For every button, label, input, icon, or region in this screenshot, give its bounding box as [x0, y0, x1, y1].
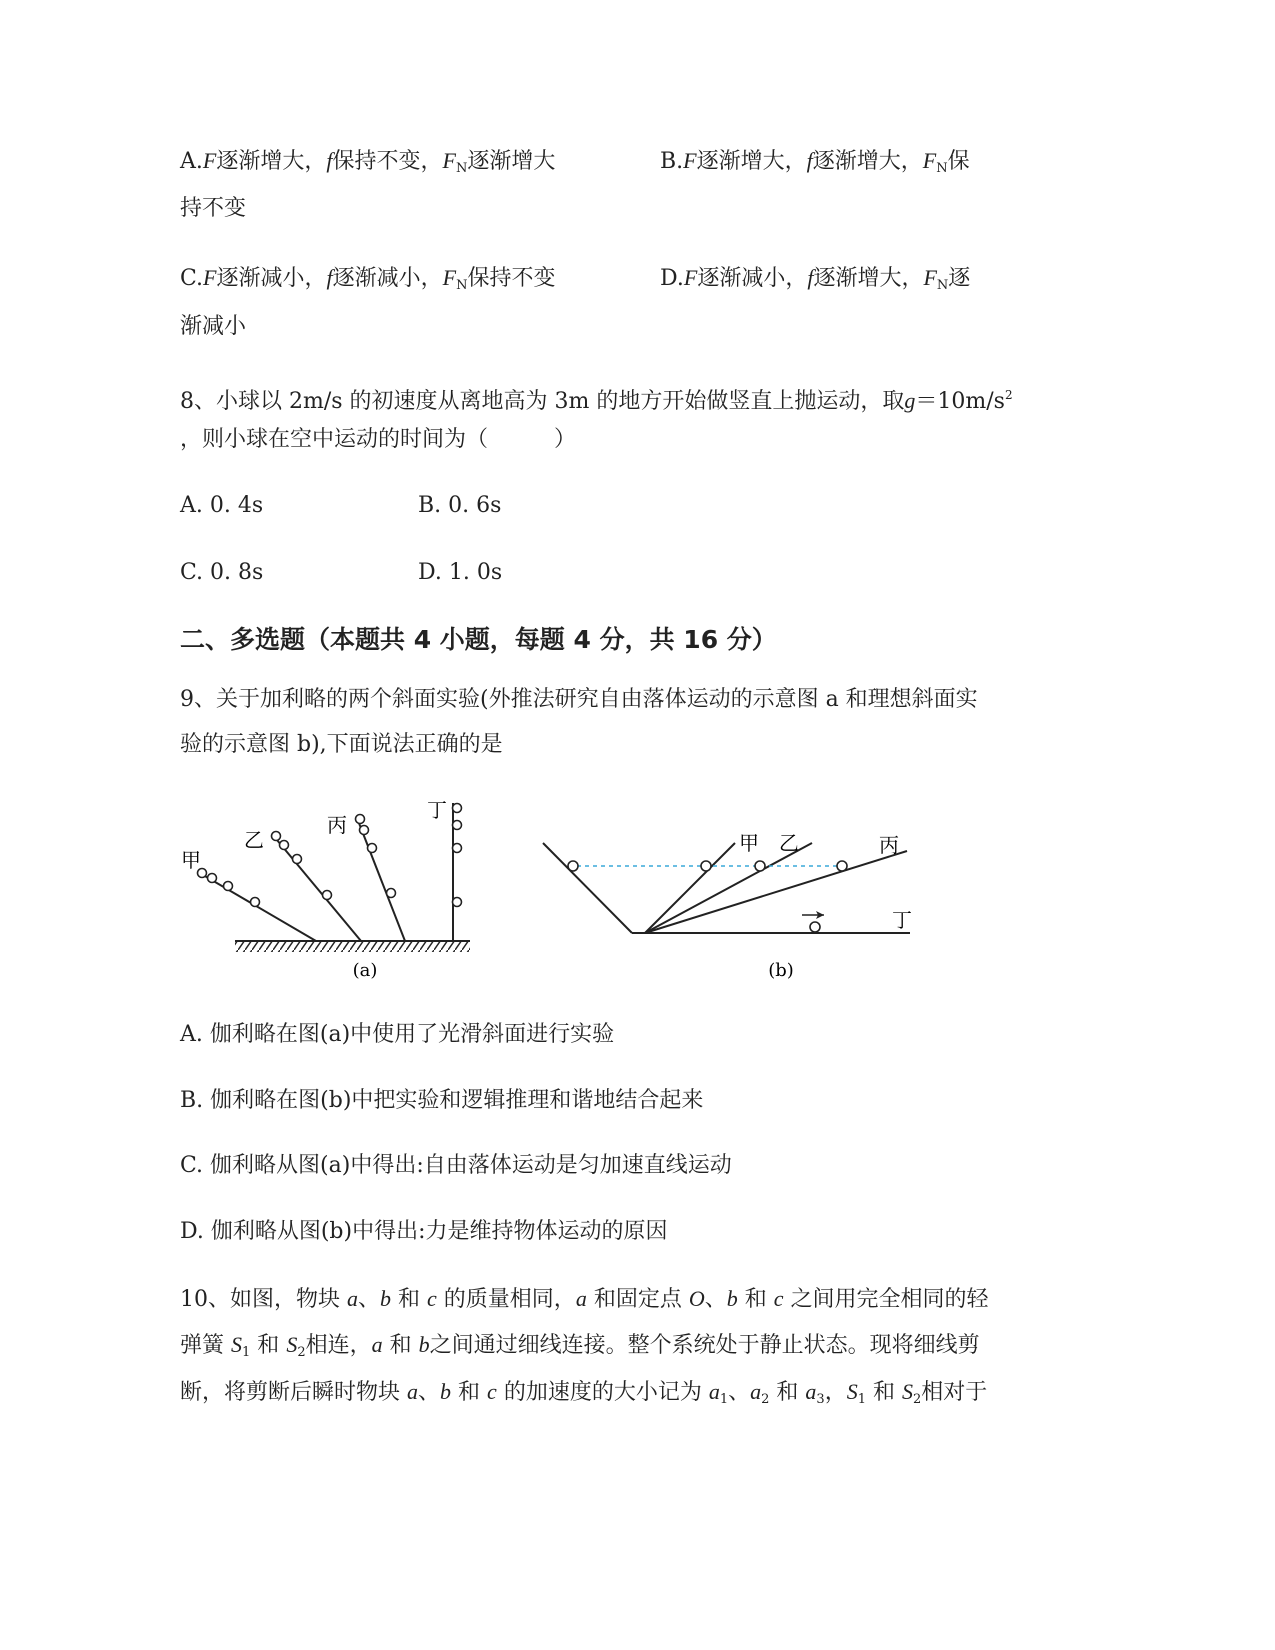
ball — [368, 844, 377, 853]
q7-option-d: D.F逐渐减小，f逐渐增大，$F_N$逐 — [660, 265, 971, 293]
q9-option-c: C. 伽利略从图(a)中得出:自由落体运动是匀加速直线运动 — [180, 1153, 732, 1178]
label-ding: 丁 — [427, 798, 447, 822]
q7-option-b-continued: 持不变 — [180, 196, 247, 221]
q10-stem-line3: 断，将剪断后瞬时物块 a、b 和 c 的加速度的大小记为 $a_1$、$a_2$ 和 $a_3$，$S_1$ 和 $S_2$相对于 — [180, 1379, 988, 1407]
ball — [453, 804, 462, 813]
arrow-right-icon — [802, 911, 824, 919]
q8-option-d: D. 1. 0s — [418, 560, 503, 585]
ball — [453, 898, 462, 907]
figure-a — [170, 790, 490, 990]
q7-option-b: B.F逐渐增大，f逐渐增大，$F_N$保 — [660, 148, 970, 176]
q7-option-d-continued: 渐减小 — [180, 314, 247, 339]
ball — [837, 861, 847, 871]
section-heading: 二、多选题（本题共 4 小题，每题 4 分，共 16 分） — [180, 625, 777, 654]
q10-stem-line1: 10、如图，物块 a、b 和 c 的质量相同，a 和固定点 O、b 和 c 之间用完全相同的轻 — [180, 1286, 989, 1312]
ball — [293, 855, 302, 864]
q8-stem-line2: ，则小球在空中运动的时间为（ ） — [180, 427, 577, 452]
q8-option-c: C. 0. 8s — [180, 560, 264, 585]
ball — [810, 922, 820, 932]
q9-stem: 9、关于加利略的两个斜面实验(外推法研究自由落体运动的示意图 a 和理想斜面实 — [180, 687, 978, 712]
q7-option-a: A.F逐渐增大，f保持不变，$F_N$逐渐增大 — [180, 148, 556, 176]
q9-stem-line2: 验的示意图 b),下面说法正确的是 — [180, 732, 503, 757]
ball — [272, 832, 281, 841]
ball — [280, 841, 289, 850]
caption-a: (a) — [352, 960, 378, 981]
label-yi: 乙 — [779, 831, 799, 855]
label-ding: 丁 — [892, 908, 912, 932]
ball — [755, 861, 765, 871]
q8-option-a: A. 0. 4s — [180, 493, 264, 518]
q8-option-b: B. 0. 6s — [418, 493, 502, 518]
left-slope — [543, 843, 632, 933]
q7-option-c: C.F逐渐减小，f逐渐减小，$F_N$保持不变 — [180, 265, 556, 293]
ground-hatching — [235, 942, 470, 952]
label-jia: 甲 — [181, 848, 201, 872]
q10-stem-line2: 弹簧 $S_1$ 和 $S_2$相连，a 和 b之间通过细线连接。整个系统处于静止状态。现将细线剪 — [180, 1332, 980, 1360]
incline-bing — [357, 818, 405, 941]
ball — [224, 882, 233, 891]
ball — [360, 826, 369, 835]
label-jia: 甲 — [739, 831, 759, 855]
ball — [701, 861, 711, 871]
ball — [453, 844, 462, 853]
ball — [356, 815, 365, 824]
figure-b — [535, 820, 925, 990]
ball — [251, 898, 260, 907]
ball — [568, 861, 578, 871]
label-yi: 乙 — [244, 828, 264, 852]
ball — [387, 889, 396, 898]
ball — [323, 891, 332, 900]
q9-option-d: D. 伽利略从图(b)中得出:力是维持物体运动的原因 — [180, 1219, 668, 1244]
q8-stem: 8、小球以 2m/s 的初速度从离地高为 3m 的地方开始做竖直上抛运动，取$g=10m/s^2$ — [180, 388, 1013, 414]
q9-option-a: A. 伽利略在图(a)中使用了光滑斜面进行实验 — [180, 1022, 615, 1047]
ball — [208, 874, 217, 883]
label-bing: 丙 — [879, 833, 899, 857]
ball — [453, 821, 462, 830]
label-bing: 丙 — [327, 813, 347, 837]
caption-b: (b) — [768, 960, 794, 981]
q9-option-b: B. 伽利略在图(b)中把实验和逻辑推理和谐地结合起来 — [180, 1088, 704, 1113]
